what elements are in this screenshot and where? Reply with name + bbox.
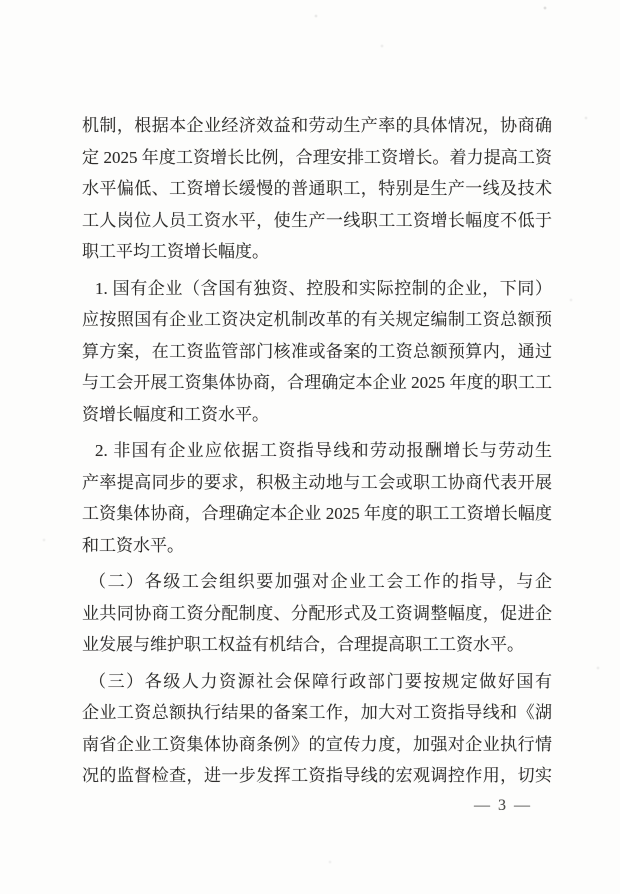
text-line: 产率提高同步的要求，积极主动地与工会或职工协商代表开展 [82,472,552,492]
paragraph [82,273,552,431]
text-line: 业共同协商工资分配制度、分配形式及工资调整幅度，促进企 [82,603,552,623]
paragraph [82,110,552,268]
text-line: 定 2025 年度工资增长比例，合理安排工资增长。着力提高工资 [82,147,552,167]
text-line: 职工平均工资增长幅度。 [82,242,269,261]
text-line: （三）各级人力资源社会保障行政部门要按规定做好国有 [89,671,552,691]
text-line: 机制，根据本企业经济效益和劳动生产率的具体情况，协商确 [82,116,552,135]
text-line: 况的监督检查，进一步发挥工资指导线的宏观调控作用，切实 [82,766,552,785]
text-line: 工人岗位人员工资水平，使生产一线职工工资增长幅度不低于 [82,210,552,230]
paragraph [82,435,552,561]
document-body [82,110,552,792]
paragraph [82,566,552,661]
page-number: — 3 — [474,797,532,814]
text-line: 应按照国有企业工资决定机制改革的有关规定编制工资总额预 [82,310,552,329]
text-line: 算方案，在工资监管部门核准或备案的工资总额预算内，通过 [82,341,552,361]
text-line: 业发展与维护职工权益有机结合，合理提高职工工资水平。 [82,635,524,654]
text-line: 2. 非国有企业应依据工资指导线和劳动报酬增长与劳动生 [95,441,552,460]
text-line: 资增长幅度和工资水平。 [82,404,269,424]
paragraph [82,666,552,792]
text-line: 1. 国有企业（含国有独资、控股和实际控制的企业，下同） [95,278,552,298]
text-line: 南省企业工资集体协商条例》的宣传力度，加强对企业执行情 [82,734,552,754]
text-line: （二）各级工会组织要加强对企业工会工作的指导，与企 [89,572,552,591]
text-line: 工资集体协商，合理确定本企业 2025 年度的职工工资增长幅度 [82,504,552,523]
text-line: 企业工资总额执行结果的备案工作，加大对工资指导线和《湖 [82,703,552,722]
text-line: 水平偏低、工资增长缓慢的普通职工，特别是生产一线及技术 [82,179,552,198]
text-line: 与工会开展工资集体协商，合理确定本企业 2025 年度的职工工 [82,373,552,392]
text-line: 和工资水平。 [82,535,184,555]
